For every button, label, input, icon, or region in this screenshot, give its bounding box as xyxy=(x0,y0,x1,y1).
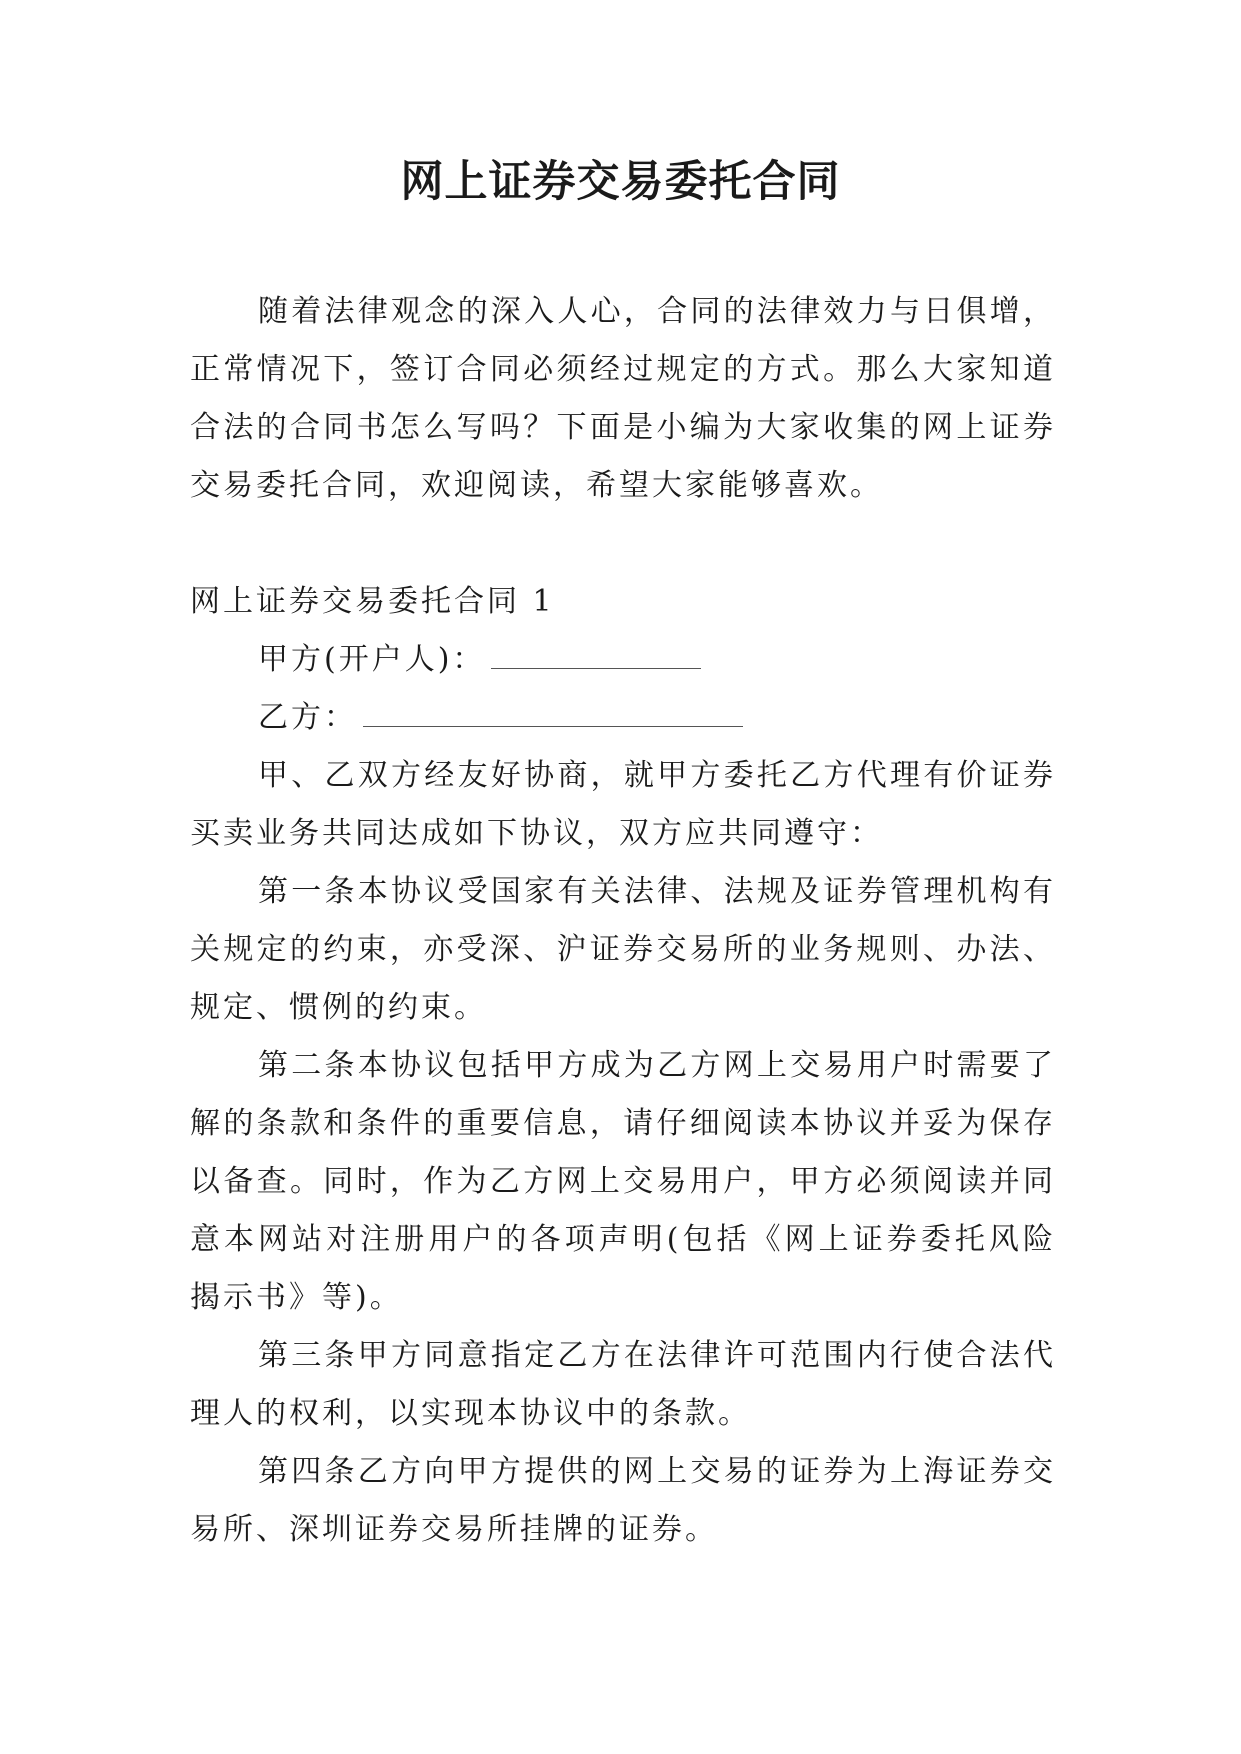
party-b-blank-field xyxy=(363,704,743,727)
party-b-line xyxy=(190,689,1056,747)
article-1: 第一条本协议受国家有关法律、法规及证券管理机构有关规定的约束，亦受深、沪证券交易所的业务规则、办法、规定、惯例的约束。 xyxy=(190,874,1056,1025)
intro-paragraph: 随着法律观念的深入人心，合同的法律效力与日俱增，正常情况下，签订合同必须经过规定的方式。那么大家知道合法的合同书怎么写吗？下面是小编为大家收集的网上证券交易委托合同，欢迎阅读，希望大家能够喜欢。 xyxy=(190,294,1056,503)
agreement-preamble: 甲、乙双方经友好协商，就甲方委托乙方代理有价证券买卖业务共同达成如下协议，双方应共同遵守： xyxy=(190,758,1056,851)
party-a-blank-field xyxy=(491,646,701,669)
section-heading: 网上证券交易委托合同 1 xyxy=(190,584,555,619)
document-body xyxy=(190,283,1056,1559)
document-title: 网上证券交易委托合同 xyxy=(400,157,841,207)
party-a-line xyxy=(190,631,1056,689)
party-b-label: 乙方： xyxy=(258,700,357,735)
article-4: 第四条乙方向甲方提供的网上交易的证券为上海证券交易所、深圳证券交易所挂牌的证券。 xyxy=(190,1454,1056,1547)
party-a-label: 甲方(开户人)： xyxy=(258,642,486,677)
article-3: 第三条甲方同意指定乙方在法律许可范围内行使合法代理人的权利，以实现本协议中的条款。 xyxy=(190,1338,1056,1431)
article-2: 第二条本协议包括甲方成为乙方网上交易用户时需要了解的条款和条件的重要信息，请仔细阅读本协议并妥为保存以备查。同时，作为乙方网上交易用户，甲方必须阅读并同意本网站对注册用户的各项声明(包括《网上证券委托风险揭示书》等)。 xyxy=(190,1048,1056,1315)
